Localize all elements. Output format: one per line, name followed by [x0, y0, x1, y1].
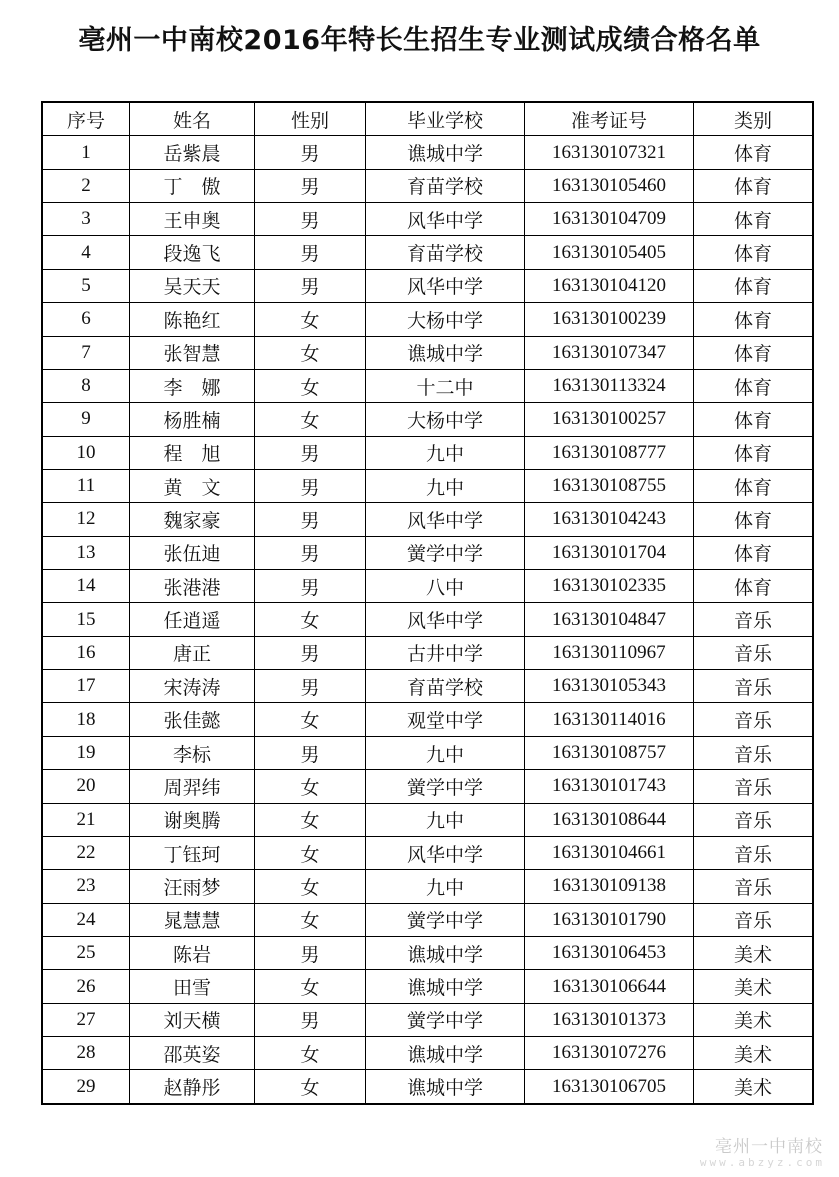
- cell-category: 体育: [694, 536, 814, 569]
- cell-sex: 男: [255, 736, 366, 769]
- cell-category: 美术: [694, 936, 814, 969]
- cell-no: 10: [42, 436, 130, 469]
- cell-no: 26: [42, 970, 130, 1003]
- table-row: [42, 636, 813, 669]
- cell-category: 音乐: [694, 803, 814, 836]
- cell-category: 美术: [694, 1003, 814, 1036]
- cell-school: 育苗学校: [366, 670, 525, 703]
- cell-exam-id: 163130108757: [525, 736, 694, 769]
- cell-sex: 女: [255, 970, 366, 1003]
- cell-school: 风华中学: [366, 269, 525, 302]
- header-sex: 性别: [255, 102, 366, 136]
- cell-exam-id: 163130110967: [525, 636, 694, 669]
- cell-no: 24: [42, 903, 130, 936]
- cell-category: 体育: [694, 203, 814, 236]
- cell-category: 美术: [694, 1070, 814, 1104]
- cell-exam-id: 163130104709: [525, 203, 694, 236]
- cell-exam-id: 163130107276: [525, 1037, 694, 1070]
- cell-no: 27: [42, 1003, 130, 1036]
- cell-name: 宋涛涛: [130, 670, 255, 703]
- cell-school: 谯城中学: [366, 970, 525, 1003]
- cell-name: 任逍遥: [130, 603, 255, 636]
- cell-sex: 女: [255, 303, 366, 336]
- cell-school: 大杨中学: [366, 303, 525, 336]
- header-no: 序号: [42, 102, 130, 136]
- cell-sex: 女: [255, 1037, 366, 1070]
- cell-exam-id: 163130108755: [525, 469, 694, 502]
- cell-category: 音乐: [694, 603, 814, 636]
- cell-school: 八中: [366, 570, 525, 603]
- cell-exam-id: 163130101743: [525, 770, 694, 803]
- header-category: 类别: [694, 102, 814, 136]
- cell-name: 陈艳红: [130, 303, 255, 336]
- cell-no: 21: [42, 803, 130, 836]
- cell-no: 29: [42, 1070, 130, 1104]
- cell-exam-id: 163130113324: [525, 369, 694, 402]
- table-row: [42, 303, 813, 336]
- cell-no: 2: [42, 169, 130, 202]
- cell-category: 体育: [694, 136, 814, 169]
- cell-category: 音乐: [694, 703, 814, 736]
- cell-sex: 女: [255, 703, 366, 736]
- table-row: [42, 936, 813, 969]
- cell-sex: 男: [255, 503, 366, 536]
- cell-category: 体育: [694, 303, 814, 336]
- cell-category: 音乐: [694, 736, 814, 769]
- cell-sex: 女: [255, 603, 366, 636]
- table-row: [42, 1003, 813, 1036]
- table-row: [42, 1070, 813, 1104]
- cell-school: 风华中学: [366, 836, 525, 869]
- cell-exam-id: 163130106705: [525, 1070, 694, 1104]
- cell-sex: 女: [255, 336, 366, 369]
- table-row: [42, 169, 813, 202]
- table-row: [42, 803, 813, 836]
- cell-school: 九中: [366, 870, 525, 903]
- cell-sex: 男: [255, 936, 366, 969]
- cell-category: 音乐: [694, 670, 814, 703]
- cell-exam-id: 163130104120: [525, 269, 694, 302]
- cell-exam-id: 163130109138: [525, 870, 694, 903]
- table-row: [42, 770, 813, 803]
- cell-no: 13: [42, 536, 130, 569]
- cell-name: 谢奥腾: [130, 803, 255, 836]
- cell-category: 体育: [694, 469, 814, 502]
- cell-exam-id: 163130101373: [525, 1003, 694, 1036]
- cell-no: 23: [42, 870, 130, 903]
- cell-category: 体育: [694, 436, 814, 469]
- cell-school: 风华中学: [366, 603, 525, 636]
- cell-school: 谯城中学: [366, 1070, 525, 1104]
- cell-no: 8: [42, 369, 130, 402]
- cell-school: 观堂中学: [366, 703, 525, 736]
- cell-category: 音乐: [694, 836, 814, 869]
- table-row: [42, 536, 813, 569]
- cell-no: 3: [42, 203, 130, 236]
- cell-no: 20: [42, 770, 130, 803]
- cell-school: 育苗学校: [366, 236, 525, 269]
- cell-name: 程 旭: [130, 436, 255, 469]
- cell-school: 风华中学: [366, 503, 525, 536]
- cell-exam-id: 163130104243: [525, 503, 694, 536]
- cell-exam-id: 163130105460: [525, 169, 694, 202]
- cell-category: 美术: [694, 970, 814, 1003]
- cell-exam-id: 163130114016: [525, 703, 694, 736]
- page-title: 亳州一中南校2016年特长生招生专业测试成绩合格名单: [78, 25, 761, 56]
- cell-no: 17: [42, 670, 130, 703]
- cell-school: 谯城中学: [366, 136, 525, 169]
- cell-exam-id: 163130108777: [525, 436, 694, 469]
- cell-school: 九中: [366, 469, 525, 502]
- cell-school: 育苗学校: [366, 169, 525, 202]
- table-row: [42, 336, 813, 369]
- table-row: [42, 269, 813, 302]
- table-row: [42, 403, 813, 436]
- table-row: [42, 970, 813, 1003]
- cell-exam-id: 163130107321: [525, 136, 694, 169]
- cell-sex: 男: [255, 570, 366, 603]
- cell-name: 丁钰珂: [130, 836, 255, 869]
- cell-sex: 女: [255, 836, 366, 869]
- cell-school: 谯城中学: [366, 936, 525, 969]
- cell-exam-id: 163130108644: [525, 803, 694, 836]
- cell-category: 体育: [694, 403, 814, 436]
- cell-name: 赵静彤: [130, 1070, 255, 1104]
- cell-category: 体育: [694, 269, 814, 302]
- cell-exam-id: 163130101790: [525, 903, 694, 936]
- table-row: [42, 703, 813, 736]
- cell-no: 5: [42, 269, 130, 302]
- cell-exam-id: 163130106453: [525, 936, 694, 969]
- cell-no: 11: [42, 469, 130, 502]
- cell-name: 汪雨梦: [130, 870, 255, 903]
- cell-exam-id: 163130105343: [525, 670, 694, 703]
- cell-school: 风华中学: [366, 203, 525, 236]
- cell-sex: 女: [255, 1070, 366, 1104]
- cell-school: 黉学中学: [366, 770, 525, 803]
- cell-sex: 男: [255, 1003, 366, 1036]
- cell-category: 体育: [694, 369, 814, 402]
- cell-school: 大杨中学: [366, 403, 525, 436]
- cell-no: 18: [42, 703, 130, 736]
- header-school: 毕业学校: [366, 102, 525, 136]
- cell-name: 刘天横: [130, 1003, 255, 1036]
- cell-no: 22: [42, 836, 130, 869]
- cell-exam-id: 163130104847: [525, 603, 694, 636]
- cell-exam-id: 163130102335: [525, 570, 694, 603]
- cell-no: 16: [42, 636, 130, 669]
- cell-school: 黉学中学: [366, 903, 525, 936]
- cell-no: 14: [42, 570, 130, 603]
- cell-sex: 男: [255, 436, 366, 469]
- table-row: [42, 903, 813, 936]
- cell-category: 音乐: [694, 636, 814, 669]
- cell-no: 4: [42, 236, 130, 269]
- table-row: [42, 836, 813, 869]
- cell-sex: 男: [255, 670, 366, 703]
- cell-name: 吴天天: [130, 269, 255, 302]
- header-exam-id: 准考证号: [525, 102, 694, 136]
- cell-name: 唐正: [130, 636, 255, 669]
- cell-sex: 男: [255, 203, 366, 236]
- table-row: [42, 236, 813, 269]
- cell-sex: 女: [255, 770, 366, 803]
- cell-sex: 女: [255, 369, 366, 402]
- cell-category: 音乐: [694, 870, 814, 903]
- cell-sex: 男: [255, 269, 366, 302]
- cell-exam-id: 163130105405: [525, 236, 694, 269]
- cell-no: 7: [42, 336, 130, 369]
- cell-name: 张伍迪: [130, 536, 255, 569]
- cell-school: 九中: [366, 436, 525, 469]
- cell-exam-id: 163130100239: [525, 303, 694, 336]
- cell-name: 邵英姿: [130, 1037, 255, 1070]
- cell-no: 25: [42, 936, 130, 969]
- cell-category: 音乐: [694, 770, 814, 803]
- table-row: [42, 670, 813, 703]
- cell-name: 魏家豪: [130, 503, 255, 536]
- cell-name: 王申奥: [130, 203, 255, 236]
- cell-category: 体育: [694, 169, 814, 202]
- cell-name: 田雪: [130, 970, 255, 1003]
- cell-name: 丁 傲: [130, 169, 255, 202]
- table-row: [42, 870, 813, 903]
- cell-sex: 男: [255, 469, 366, 502]
- table-row: [42, 736, 813, 769]
- cell-no: 9: [42, 403, 130, 436]
- cell-no: 1: [42, 136, 130, 169]
- cell-sex: 女: [255, 803, 366, 836]
- cell-name: 黄 文: [130, 469, 255, 502]
- cell-name: 周羿纬: [130, 770, 255, 803]
- cell-name: 张佳懿: [130, 703, 255, 736]
- table-row: [42, 603, 813, 636]
- table-row: [42, 469, 813, 502]
- cell-name: 晁慧慧: [130, 903, 255, 936]
- cell-category: 音乐: [694, 903, 814, 936]
- cell-sex: 女: [255, 870, 366, 903]
- cell-name: 岳紫晨: [130, 136, 255, 169]
- table-row: [42, 203, 813, 236]
- cell-school: 十二中: [366, 369, 525, 402]
- cell-category: 体育: [694, 336, 814, 369]
- cell-exam-id: 163130107347: [525, 336, 694, 369]
- cell-sex: 女: [255, 903, 366, 936]
- cell-name: 陈岩: [130, 936, 255, 969]
- cell-no: 12: [42, 503, 130, 536]
- cell-category: 体育: [694, 570, 814, 603]
- table-row: [42, 369, 813, 402]
- cell-sex: 男: [255, 236, 366, 269]
- cell-name: 段逸飞: [130, 236, 255, 269]
- cell-exam-id: 163130104661: [525, 836, 694, 869]
- cell-no: 6: [42, 303, 130, 336]
- table-body: [42, 136, 813, 1104]
- cell-sex: 男: [255, 136, 366, 169]
- cell-school: 谯城中学: [366, 1037, 525, 1070]
- cell-sex: 男: [255, 536, 366, 569]
- cell-name: 李标: [130, 736, 255, 769]
- cell-name: 张港港: [130, 570, 255, 603]
- cell-exam-id: 163130106644: [525, 970, 694, 1003]
- cell-exam-id: 163130100257: [525, 403, 694, 436]
- table-row: [42, 1037, 813, 1070]
- cell-school: 黉学中学: [366, 1003, 525, 1036]
- header-name: 姓名: [130, 102, 255, 136]
- roster-table: [41, 101, 814, 1105]
- cell-school: 古井中学: [366, 636, 525, 669]
- watermark-url: www.abzyz.com: [699, 1156, 825, 1169]
- cell-school: 九中: [366, 803, 525, 836]
- cell-category: 体育: [694, 236, 814, 269]
- cell-no: 19: [42, 736, 130, 769]
- table-row: [42, 570, 813, 603]
- cell-exam-id: 163130101704: [525, 536, 694, 569]
- cell-sex: 男: [255, 169, 366, 202]
- cell-sex: 男: [255, 636, 366, 669]
- cell-no: 15: [42, 603, 130, 636]
- cell-school: 黉学中学: [366, 536, 525, 569]
- table-header-row: [42, 102, 813, 136]
- cell-category: 体育: [694, 503, 814, 536]
- table-row: [42, 136, 813, 169]
- cell-sex: 女: [255, 403, 366, 436]
- cell-school: 谯城中学: [366, 336, 525, 369]
- cell-category: 美术: [694, 1037, 814, 1070]
- cell-name: 张智慧: [130, 336, 255, 369]
- watermark-text: 亳州一中南校: [715, 1137, 823, 1157]
- cell-name: 李 娜: [130, 369, 255, 402]
- cell-name: 杨胜楠: [130, 403, 255, 436]
- table-row: [42, 436, 813, 469]
- table-row: [42, 503, 813, 536]
- cell-school: 九中: [366, 736, 525, 769]
- cell-no: 28: [42, 1037, 130, 1070]
